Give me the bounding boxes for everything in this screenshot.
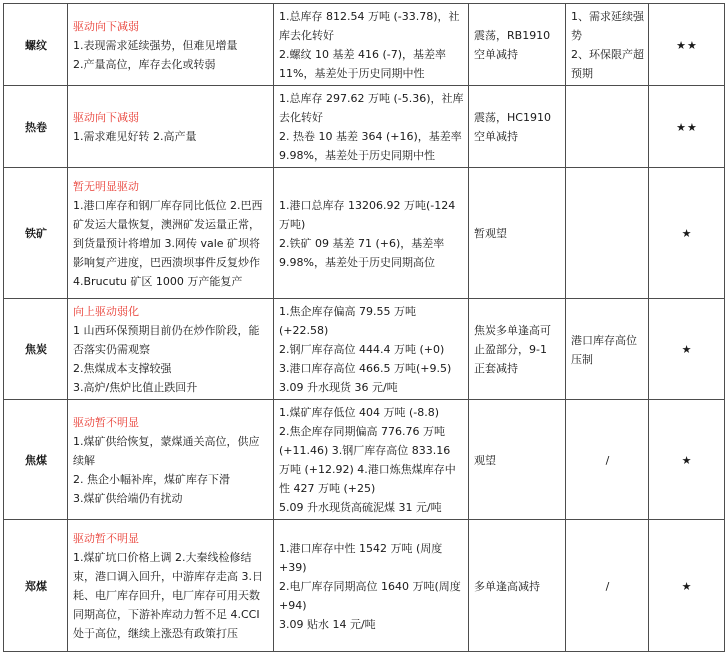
data-cell [274,299,469,400]
data-line: 1.港口总库存 13206.92 万吨(-124 万吨) [279,198,456,231]
driver-cell [68,400,274,520]
data-line: 2.钢厂库存高位 444.4 万吨 (+0) [279,343,445,356]
data-line: 3.09 贴水 14 元/吨 [279,617,376,631]
data-line: 2. 热卷 10 基差 364 (+16)，基差率 9.98%，基差处于历史同期中性 [279,130,462,162]
driver-line: 2.焦煤成本支撑较强 [73,362,172,375]
risk-line: 2、环保限产超预期 [571,48,644,80]
strategy-cell: 多单逢高减持 [469,520,566,652]
strategy-cell: 焦炭多单逢高可止盈部分，9-1 正套减持 [469,299,566,400]
data-cell [274,4,469,86]
driver-cell [68,520,274,652]
table-row [4,299,725,400]
risk-line: / [605,453,610,467]
commodity-name: 焦煤 [4,400,68,520]
data-line: 1.焦企库存偏高 79.55 万吨 (+22.58) [279,305,416,337]
driver-line: 1.需求难见好转 2.高产量 [73,130,197,143]
risk-cell [566,520,649,652]
data-line: 3.港口库存高位 466.5 万吨(+9.5) [279,362,452,375]
driver-line: 3.高炉/焦炉比值止跌回升 [73,381,198,394]
data-line: 1.港口库存中性 1542 万吨 (周度+39) [279,541,443,574]
data-line: 2.电厂库存同期高位 1640 万吨(周度+94) [279,579,461,612]
driver-cell [68,86,274,168]
commodity-name: 螺纹 [4,4,68,86]
risk-line: / [605,579,610,593]
commodity-name: 郑煤 [4,520,68,652]
driver-line: 2.产量高位，库存去化或转弱 [73,57,216,71]
data-cell [274,168,469,299]
driver-line: 1.煤矿坑口价格上调 2.大秦线检修结束，港口调入回升，中游库存走高 3.日耗、电厂库存回升，电厂库存可用天数同期高位，下游补库动力暂不足 4.CCI 处于高位，继续上涨恐有政策打压 [73,551,263,640]
driver-line: 1.煤矿供给恢复，蒙煤通关高位，供应续解 [73,434,260,467]
driver-title: 向上驱动弱化 [73,305,139,318]
risk-cell [566,299,649,400]
strategy-cell: 观望 [469,400,566,520]
data-cell [274,86,469,168]
table-row [4,520,725,652]
driver-line: 1.港口库存和钢厂库存同比低位 2.巴西矿发运大量恢复，澳洲矿发运量正常，到货量预计将增加 3.网传 vale 矿坝将影响复产进度，巴西溃坝事件反复炒作 [73,198,263,269]
risk-cell [566,400,649,520]
driver-title: 驱动暂不明显 [73,415,139,429]
rating-stars: ★ [649,520,725,652]
data-line: 2.铁矿 09 基差 71 (+6)，基差率 9.98%，基差处于历史同期高位 [279,236,445,269]
driver-cell [68,168,274,299]
strategy-cell: 震荡，HC1910 空单减持 [469,86,566,168]
driver-title: 驱动暂不明显 [73,532,139,545]
driver-line: 3.煤矿供给端仍有扰动 [73,491,183,505]
table-row [4,168,725,299]
data-line: 2.焦企库存同期偏高 776.76 万吨 (+11.46) 3.钢厂库存高位 833.16 万吨 (+12.92) 4.港口炼焦煤库存中性 427 万吨 (+25) [279,425,456,495]
risk-line: 港口库存高位压制 [571,333,637,366]
driver-title: 暂无明显驱动 [73,179,139,193]
data-line: 3.09 升水现货 36 元/吨 [279,381,398,394]
commodity-name: 焦炭 [4,299,68,400]
driver-line: 1.表现需求延续强势，但难见增量 [73,38,238,52]
table-body [4,4,725,652]
driver-cell [68,4,274,86]
rating-stars: ★★ [649,86,725,168]
data-line: 1.煤矿库存低位 404 万吨 (-8.8) [279,406,440,419]
data-line: 1.总库存 812.54 万吨 (-33.78)，社库去化转好 [279,10,460,42]
driver-line: 4.Brucutu 矿区 1000 万产能复产 [73,274,243,288]
strategy-cell: 暂观望 [469,168,566,299]
strategy-cell: 震荡，RB1910 空单减持 [469,4,566,86]
commodity-strategy-table [3,3,725,652]
rating-stars: ★ [649,400,725,520]
risk-line: 1、需求延续强势 [571,10,644,42]
table-row [4,4,725,86]
commodity-name: 铁矿 [4,168,68,299]
table-row [4,400,725,520]
data-line: 1.总库存 297.62 万吨 (-5.36)，社库去化转好 [279,92,464,124]
data-line: 2.螺纹 10 基差 416 (-7)，基差率 11%，基差处于历史同期中性 [279,48,447,80]
driver-line: 2. 焦企小幅补库，煤矿库存下滑 [73,472,230,486]
data-cell [274,520,469,652]
commodity-name: 热卷 [4,86,68,168]
driver-title: 驱动向下减弱 [73,19,139,33]
rating-stars: ★★ [649,4,725,86]
data-line: 5.09 升水现货高硫泥煤 31 元/吨 [279,501,442,514]
driver-title: 驱动向下减弱 [73,111,139,124]
driver-line: 1 山西环保预期目前仍在炒作阶段，能否落实仍需观察 [73,324,260,356]
risk-cell [566,168,649,299]
table-row [4,86,725,168]
rating-stars: ★ [649,299,725,400]
risk-cell [566,4,649,86]
driver-cell [68,299,274,400]
risk-cell [566,86,649,168]
data-cell [274,400,469,520]
rating-stars: ★ [649,168,725,299]
